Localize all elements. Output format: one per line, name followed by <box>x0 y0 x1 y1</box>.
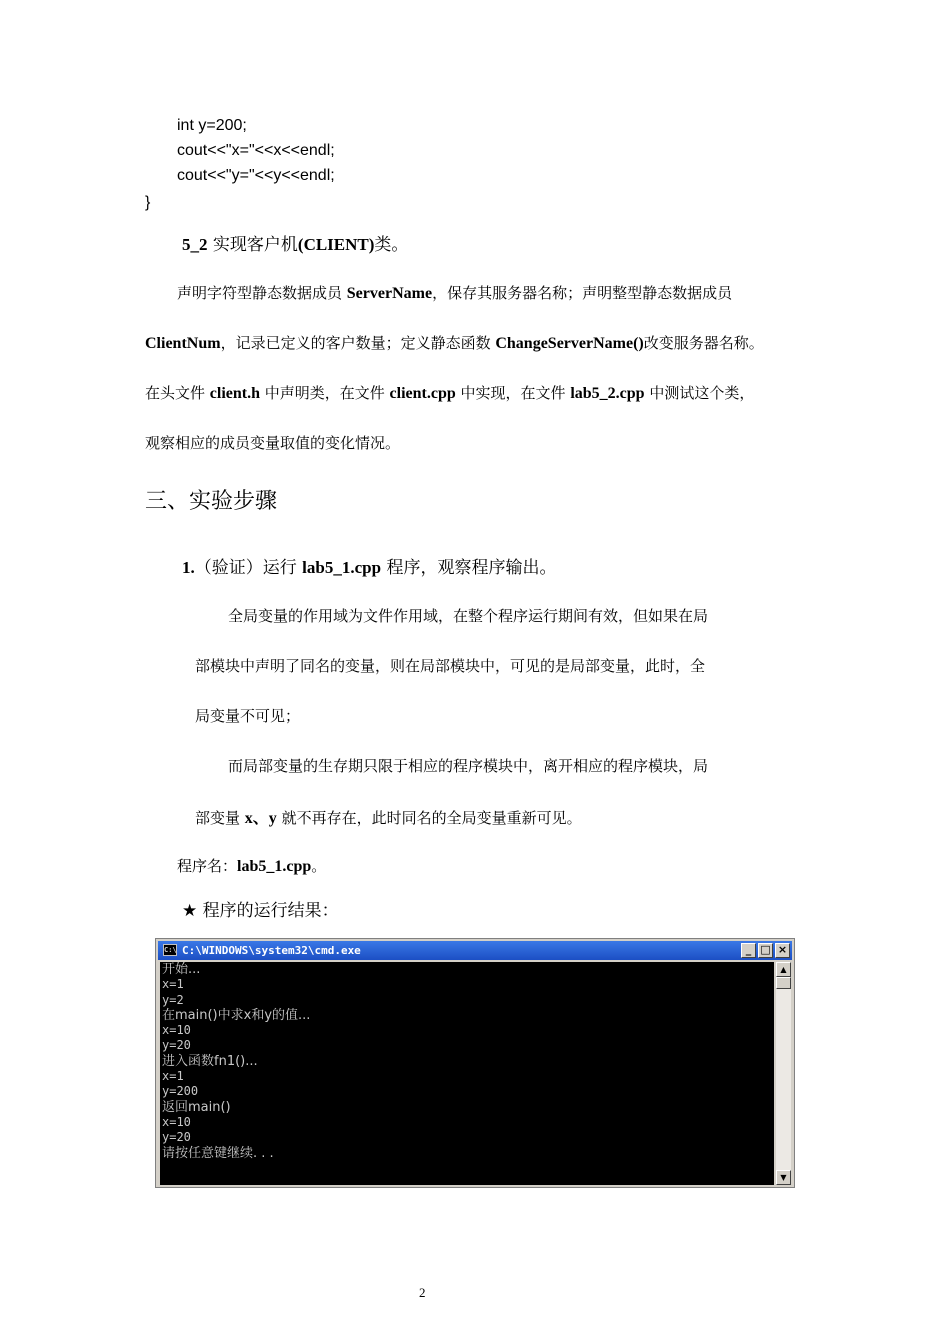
console-title: C:\WINDOWS\system32\cmd.exe <box>182 944 361 957</box>
program-name-label: 程序名： <box>177 857 238 875</box>
term-clientnum: ClientNum <box>145 335 221 352</box>
para1-line1 <box>177 282 732 303</box>
para1-line4: 观察相应的成员变量取值的变化情况。 <box>145 434 401 452</box>
console-titlebar[interactable] <box>158 941 792 960</box>
explain-line-2: 部模块中声明了同名的变量，则在局部模块中，可见的是局部变量，此时，全 <box>195 657 706 675</box>
step-1-heading <box>182 553 556 578</box>
program-name-line <box>177 855 326 876</box>
para1-line3 <box>145 382 754 403</box>
explain-line-1: 全局变量的作用域为文件作用域，在整个程序运行期间有效，但如果在局 <box>228 607 709 625</box>
cmd-icon: C:\ <box>164 946 177 954</box>
text-span: 就不再存在，此时同名的全局变量重新可见。 <box>276 809 582 827</box>
console-line: 开始... <box>162 962 201 977</box>
program-name-value: lab5_1.cpp <box>237 858 312 875</box>
code-line-3: cout<<"y="<<y<<endl; <box>177 167 335 184</box>
text-span: 中测试这个类， <box>644 384 755 402</box>
text-span: 程序，观察程序输出。 <box>381 558 557 578</box>
console-scrollbar[interactable] <box>776 962 791 1185</box>
file-client-cpp: client.cpp <box>389 385 456 402</box>
file-lab5-1-cpp: lab5_1.cpp <box>302 558 382 577</box>
console-line: y=20 <box>162 1130 191 1145</box>
explain-line-3: 局变量不可见； <box>195 707 301 725</box>
text-span: ，保存其服务器名称；声明整型静态数据成员 <box>432 284 733 302</box>
scroll-thumb[interactable] <box>776 977 791 989</box>
page-number: 2 <box>419 1285 426 1300</box>
code-line-1: int y=200; <box>177 117 247 134</box>
text-span: 中实现，在文件 <box>455 384 571 402</box>
section-number: 5_2 <box>182 235 208 254</box>
step-number: 1. <box>182 558 195 577</box>
console-line: y=200 <box>162 1084 199 1099</box>
console-line: x=10 <box>162 1023 191 1038</box>
scroll-up-icon[interactable]: ▲ <box>776 962 791 977</box>
console-line: y=20 <box>162 1038 191 1053</box>
console-line: x=1 <box>162 977 184 992</box>
code-line-2: cout<<"x="<<x<<endl; <box>177 142 335 159</box>
text-span: 部变量 <box>195 809 245 827</box>
console-output <box>160 962 774 1185</box>
text-span: （验证）运行 <box>194 558 303 578</box>
para1-line2 <box>145 332 764 353</box>
console-line: 进入函数fn1()... <box>162 1053 258 1069</box>
term-changeservername: ChangeServerName() <box>495 335 644 352</box>
text-span: ，记录已定义的客户数量；定义静态函数 <box>220 334 496 352</box>
text-span: 中声明类，在文件 <box>260 384 390 402</box>
console-line: x=1 <box>162 1069 184 1084</box>
minimize-button[interactable]: _ <box>741 943 756 958</box>
text-span: 声明字符型静态数据成员 <box>177 284 347 302</box>
close-button[interactable]: × <box>775 943 790 958</box>
result-heading: ★ 程序的运行结果： <box>182 901 339 921</box>
explain-line-4: 而局部变量的生存期只限于相应的程序模块中，离开相应的程序模块，局 <box>228 757 709 775</box>
console-line: 在main()中求x和y的值... <box>162 1007 311 1023</box>
file-lab5-2-cpp: lab5_2.cpp <box>570 385 645 402</box>
section-5-2-heading <box>182 230 408 255</box>
explain-line-5 <box>195 805 582 828</box>
text-span: 。 <box>311 857 327 875</box>
section-title-end: 类。 <box>374 235 409 255</box>
vars-xy: x、y <box>244 810 277 827</box>
text-span: 改变服务器名称。 <box>643 334 764 352</box>
console-line: 返回main() <box>162 1099 231 1115</box>
section-3-heading: 三、实验步骤 <box>145 489 278 514</box>
scroll-down-icon[interactable]: ▼ <box>776 1170 791 1185</box>
file-client-h: client.h <box>209 385 260 402</box>
console-window <box>155 938 795 1188</box>
maximize-button[interactable]: □ <box>758 943 773 958</box>
console-line: 请按任意键继续. . . <box>162 1145 274 1161</box>
text-span: 在头文件 <box>145 384 210 402</box>
console-line: y=2 <box>162 992 184 1007</box>
section-title: 实现客户机 <box>212 235 298 255</box>
term-servername: ServerName <box>346 285 433 302</box>
code-line-4: } <box>145 194 151 211</box>
section-title-latin: (CLIENT) <box>297 235 375 254</box>
console-line: x=10 <box>162 1114 191 1129</box>
